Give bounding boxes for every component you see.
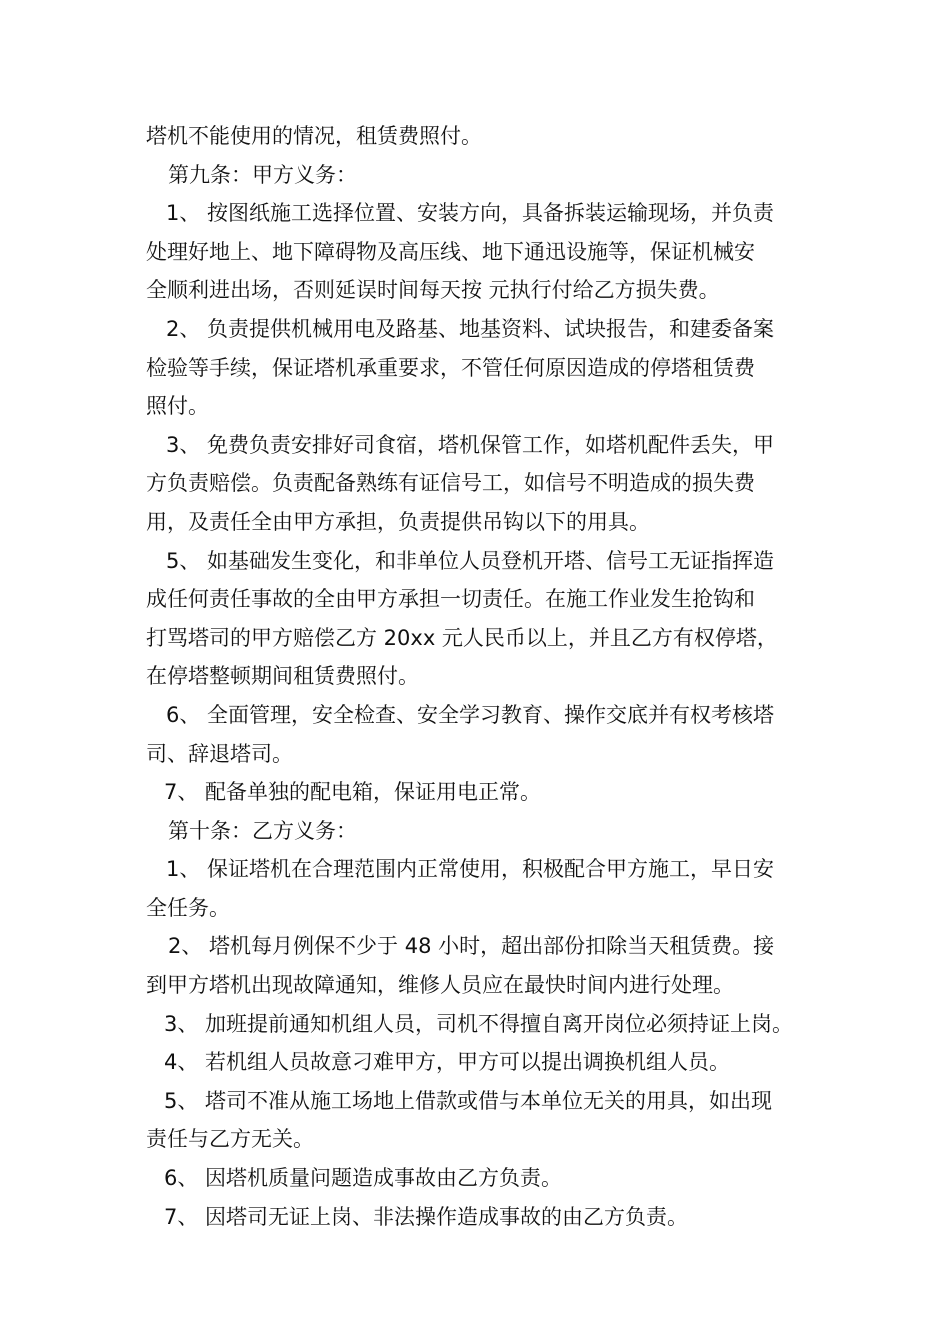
list-item-start: 1、 按图纸施工选择位置、安装方向，具备拆装运输现场，并负责 — [166, 201, 775, 226]
document-body — [146, 117, 846, 1236]
list-item-start: 2、 负责提供机械用电及路基、地基资料、试块报告，和建委备案 — [166, 316, 775, 341]
list-item-start: 3、 免费负责安排好司食宿，塔机保管工作，如塔机配件丢失，甲 — [166, 432, 775, 457]
article-heading: 第九条：甲方义务： — [168, 162, 357, 187]
list-item-start: 6、 因塔机质量问题造成事故由乙方负责。 — [164, 1166, 563, 1191]
text-line: 成任何责任事故的全由甲方承担一切责任。在施工作业发生抢钩和 — [146, 587, 755, 612]
text-line: 照付。 — [146, 394, 209, 419]
text-line: 方负责赔偿。负责配备熟练有证信号工，如信号不明造成的损失费 — [146, 471, 755, 496]
list-item-start: 5、 塔司不准从施工场地上借款或借与本单位无关的用具，如出现 — [164, 1088, 773, 1113]
text-line: 到甲方塔机出现故障通知，维修人员应在最快时间内进行处理。 — [146, 973, 734, 998]
text-line: 塔机不能使用的情况，租赁费照付。 — [146, 124, 482, 148]
text-line: 全任务。 — [146, 895, 230, 920]
list-item-start: 1、 保证塔机在合理范围内正常使用，积极配合甲方施工，早日安 — [166, 857, 775, 882]
list-item-start: 3、 加班提前通知机组人员，司机不得擅自离开岗位必须持证上岗。 — [164, 1011, 794, 1036]
article-heading: 第十条：乙方义务： — [168, 818, 357, 843]
text-line: 用，及责任全由甲方承担，负责提供吊钩以下的用具。 — [146, 509, 650, 534]
list-item-start: 4、 若机组人员故意刁难甲方，甲方可以提出调换机组人员。 — [164, 1050, 731, 1075]
text-line: 处理好地上、地下障碍物及高压线、地下通迅设施等，保证机械安 — [146, 239, 755, 264]
list-item-start: 6、 全面管理，安全检查、安全学习教育、操作交底并有权考核塔 — [166, 702, 775, 727]
text-line: 打骂塔司的甲方赔偿乙方 20xx 元人民币以上，并且乙方有权停塔， — [146, 625, 778, 650]
text-line: 检验等手续，保证塔机承重要求，不管任何原因造成的停塔租赁费 — [146, 355, 755, 380]
list-item-start: 7、 因塔司无证上岗、非法操作造成事故的由乙方负责。 — [164, 1204, 689, 1229]
text-line: 全顺利进出场，否则延误时间每天按 元执行付给乙方损失费。 — [146, 278, 720, 303]
list-item-start: 7、 配备单独的配电箱，保证用电正常。 — [164, 780, 542, 805]
text-line: 司、辞退塔司。 — [146, 741, 293, 766]
list-item-start: 2、 塔机每月例保不少于 48 小时，超出部份扣除当天租赁费。接 — [168, 934, 775, 959]
text-line: 在停塔整顿期间租赁费照付。 — [146, 664, 419, 689]
list-item-start: 5、 如基础发生变化，和非单位人员登机开塔、信号工无证指挥造 — [166, 548, 775, 573]
text-line: 责任与乙方无关。 — [146, 1127, 314, 1152]
